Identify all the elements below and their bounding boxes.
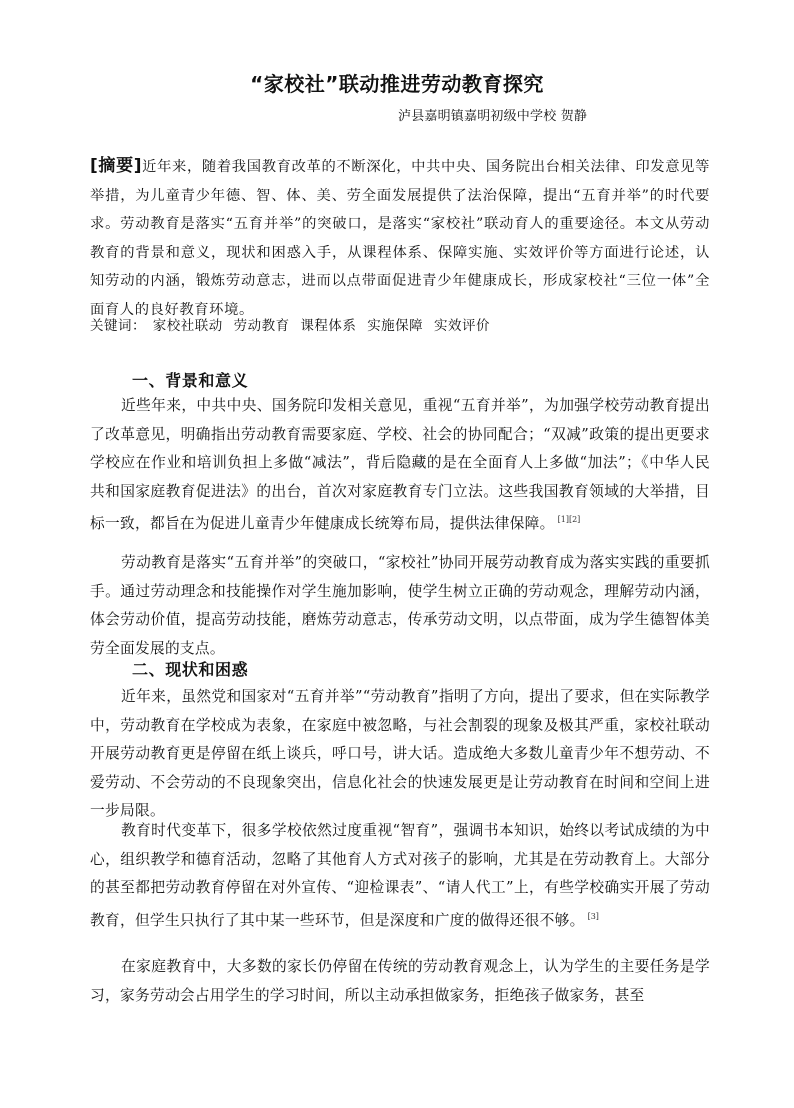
- citation-ref: [3]: [587, 911, 599, 921]
- body-paragraph: [90, 953, 710, 1010]
- keywords-line: [90, 314, 710, 334]
- body-paragraph: [90, 392, 710, 539]
- citation-ref: [1][2]: [557, 515, 581, 525]
- paragraph-text: 劳动教育是落实“五育并举”的突破口，“家校社”协同开展劳动教育成为落实实践的重要抓手。通过劳动理念和技能操作对学生施加影响，使学生树立正确的劳动观念，理解劳动内涵，体会劳动价值，提高劳动技能，磨炼劳动意志，传承劳动文明，以点带面，成为学生德智体美劳全面发展的支点。: [90, 554, 710, 657]
- section-heading: 一、背景和意义: [132, 371, 249, 390]
- body-paragraph: [90, 683, 710, 826]
- abstract: [90, 152, 710, 325]
- paragraph-text: 教育时代变革下，很多学校依然过度重视“智育”，强调书本知识，始终以考试成绩的为中心，组织教学和德育活动，忽略了其他育人方式对孩子的影响，尤其是在劳动教育上。大部分的甚至都把劳动教育停留在对外宣传、“迎检课表”、“请人代工”上，有些学校确实开展了劳动教育，但学生只执行了其中某一些环节，但是深度和广度的做得还很不够。: [90, 822, 710, 929]
- paragraph-text: 在家庭教育中，大多数的家长仍停留在传统的劳动教育观念上，认为学生的主要任务是学习，家务劳动会占用学生的学习时间，所以主动承担做家务，拒绝孩子做家务，甚至: [90, 958, 710, 1004]
- keyword: 劳动教育: [233, 318, 290, 334]
- keyword: 实效评价: [433, 318, 490, 334]
- abstract-text: 近年来，随着我国教育改革的不断深化，中共中央、国务院出台相关法律、印发意见等举措，为儿童青少年德、智、体、美、劳全面发展提供了法治保障，提出“五育并举”的时代要求。劳动教育是落实“五育并举”的突破口，是落实“家校社”联动育人的重要途径。本文从劳动教育的背景和意义，现状和困惑入手，从课程体系、保障实施、实效评价等方面进行论述，认知劳动的内涵，锻炼劳动意志，进而以点带面促进青少年健康成长，形成家校社“三位一体”全面育人的良好教育环境。: [90, 159, 710, 318]
- paragraph-text: 近些年来，中共中央、国务院印发相关意见，重视“五育并举”，为加强学校劳动教育提出了改革意见，明确指出劳动教育需要家庭、学校、社会的协同配合；“双减”政策的提出更要求学校应在作业和培训负担上多做“减法”，背后隐藏的是在全面育人上多做“加法”；《中华人民共和国家庭教育促进法》的出台，首次对家庭教育专门立法。这些我国教育领域的大举措，目标一致，都旨在为促进儿童青少年健康成长统筹布局，提供法律保障。: [90, 397, 710, 533]
- paragraph-text: 近年来，虽然党和国家对“五育并举”“劳动教育”指明了方向，提出了要求，但在实际教学中，劳动教育在学校成为表象，在家庭中被忽略，与社会割裂的现象及极其严重，家校社联动开展劳动教育更是停留在纸上谈兵，呼口号，讲大话。造成绝大多数儿童青少年不想劳动、不爱劳动、不会劳动的不良现象突出，信息化社会的快速发展更是让劳动教育在时间和空间上进一步局限。: [90, 688, 710, 820]
- keyword: 家校社联动: [152, 318, 223, 334]
- section-heading: 二、现状和困惑: [132, 660, 249, 679]
- author-line: 泸县嘉明镇嘉明初级中学校 贺静: [398, 109, 588, 124]
- keyword: 实施保障: [367, 318, 424, 334]
- body-paragraph: [90, 817, 710, 935]
- keywords-label: 关键词：: [90, 318, 146, 334]
- keyword: 课程体系: [300, 318, 357, 334]
- abstract-tag: [摘要]: [90, 156, 143, 176]
- body-paragraph: [90, 549, 710, 663]
- document-title: “家校社”联动推进劳动教育探究: [250, 72, 544, 96]
